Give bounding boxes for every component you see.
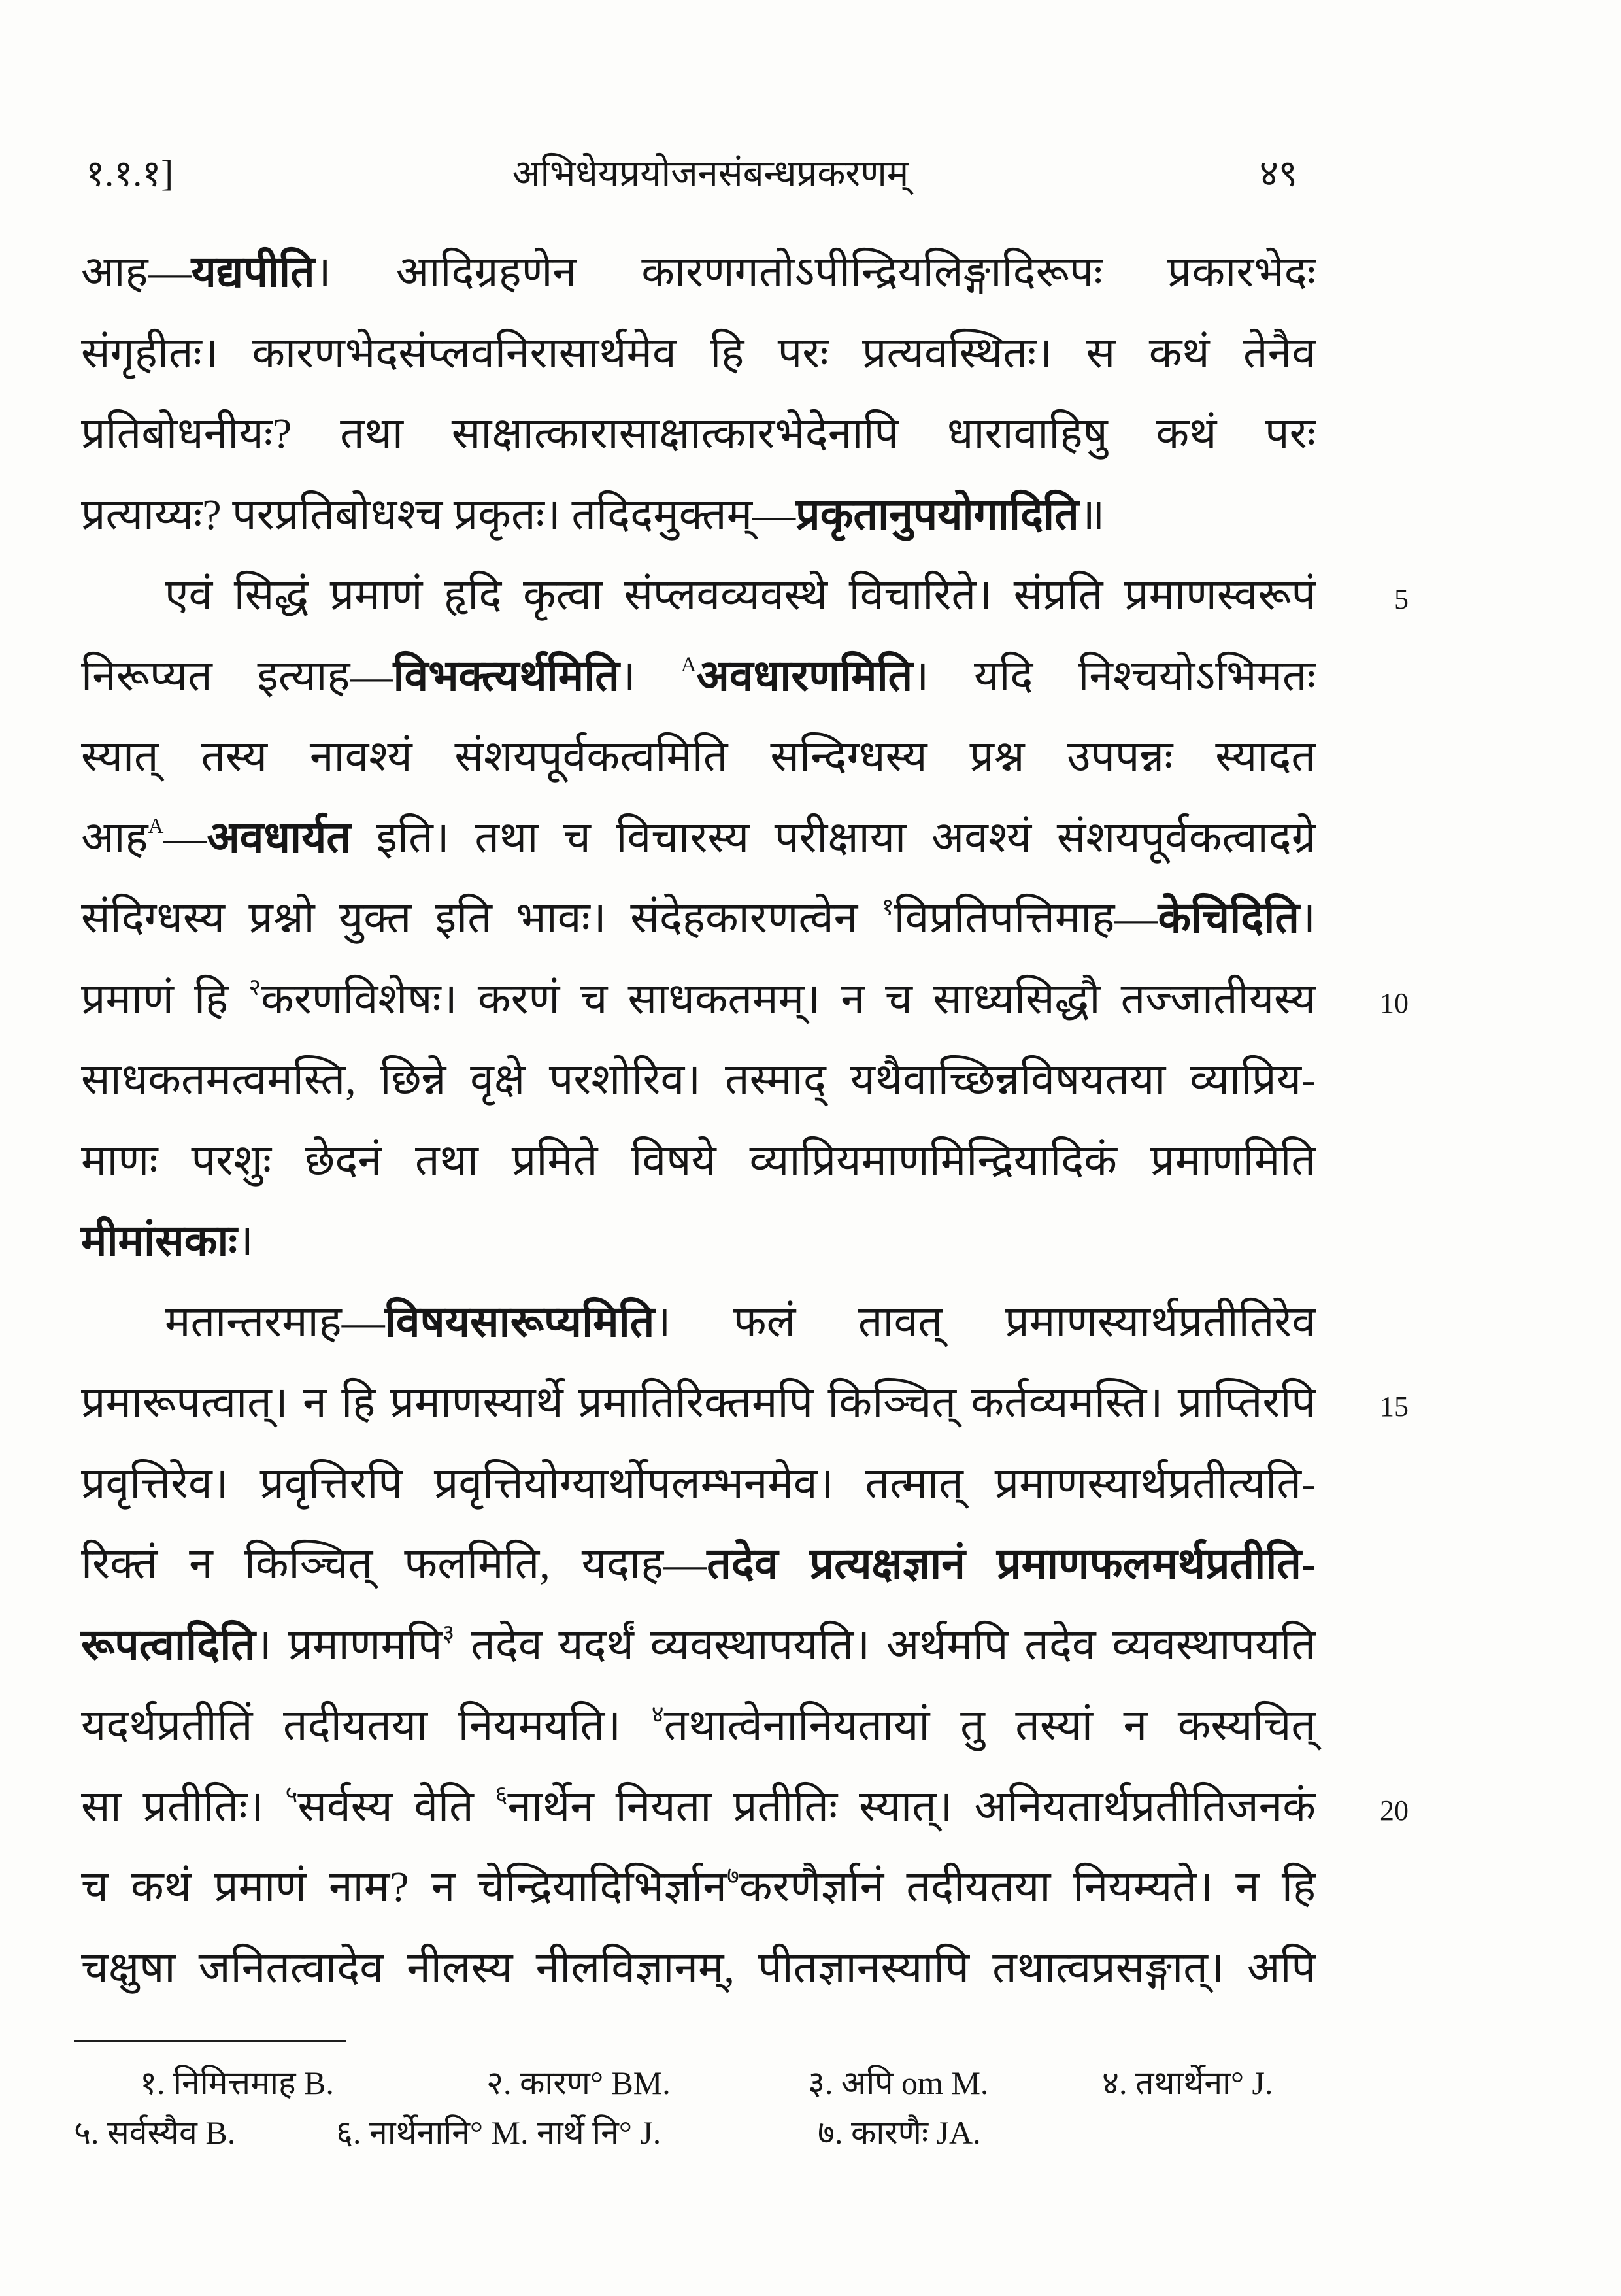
text-segment: एवं सिद्धं प्रमाणं हृदि कृत्वा संप्लवव्यवस्थे विचारिते। संप्रति प्रमाणस्वरूपं xyxy=(165,571,1316,619)
lemma-quote: प्रकृतानुपयोगादिति xyxy=(795,490,1079,539)
text-line xyxy=(81,475,1316,556)
text-line xyxy=(81,232,1316,313)
line-number: 15 xyxy=(1380,1391,1409,1423)
text-line xyxy=(81,1282,1316,1363)
line-text xyxy=(81,717,1316,798)
text-segment: तथात्वेनानियतायां तु तस्यां न कस्यचित् xyxy=(663,1702,1316,1749)
lemma-quote: केचिदिति xyxy=(1158,894,1299,942)
text-segment: — xyxy=(163,813,207,862)
text-line xyxy=(81,555,1409,636)
line-text xyxy=(81,636,1316,717)
text-segment: संगृहीतः। कारणभेदसंप्लवनिरासार्थमेव हि परः प्रत्यवस्थितः। स कथं तेनैव xyxy=(81,329,1316,377)
line-text xyxy=(81,394,1316,475)
text-segment: । xyxy=(1299,894,1316,942)
line-text xyxy=(165,555,1316,636)
text-segment: नार्थेन नियता प्रतीतिः स्यात्। अनियतार्थप्रतीतिजनकं xyxy=(507,1782,1316,1831)
manuscript-marker: A xyxy=(148,815,164,839)
line-text xyxy=(81,1766,1316,1848)
text-segment: ॥ xyxy=(1078,490,1105,539)
text-segment: यदर्थप्रतीतिं तदीयतया नियमयति। xyxy=(81,1702,652,1749)
text-segment: । xyxy=(237,1217,254,1265)
text-line xyxy=(81,1362,1409,1443)
line-text xyxy=(81,1362,1316,1443)
text-segment: । प्रमाणमपि xyxy=(255,1621,443,1669)
text-segment: तदेव यदर्थं व्यवस्थापयति। अर्थमपि तदेव व्यवस्थापयति xyxy=(454,1621,1316,1669)
text-segment: आह— xyxy=(81,248,192,296)
page-number: ४९ xyxy=(1259,154,1297,194)
text-segment: प्रवृत्तिरेव। प्रवृत्तिरपि प्रवृत्तियोग्यार्थोपलम्भनमेव। तत्मात् प्रमाणस्यार्थप्रतीत्यति- xyxy=(81,1459,1316,1508)
footnote-marker: ७ xyxy=(726,1862,739,1889)
text-segment: स्यात् तस्य नावश्यं संशयपूर्वकत्वमिति सन्दिग्धस्य प्रश्न उपपन्नः स्यादत xyxy=(81,733,1316,781)
manuscript-marker: A xyxy=(680,653,697,677)
text-segment: आह xyxy=(81,813,148,862)
lemma-quote: यद्यपीति xyxy=(191,248,315,296)
lemma-quote: विभक्त्यर्थमिति xyxy=(393,652,620,700)
text-line xyxy=(81,1685,1316,1766)
text-segment: प्रमारूपत्वात्। न हि प्रमाणस्यार्थे प्रमातिरिक्तमपि किञ्चित् कर्तव्यमस्ति। प्राप्तिरपि xyxy=(81,1379,1316,1427)
text-segment: प्रतिबोधनीयः? तथा साक्षात्कारासाक्षात्कारभेदेनापि धारावाहिषु कथं परः xyxy=(81,410,1316,458)
text-line xyxy=(81,1443,1316,1525)
lemma-quote: तदेव प्रत्यक्षज्ञानं प्रमाणफलमर्थप्रतीति- xyxy=(707,1540,1316,1588)
running-title: अभिधेयप्रयोजनसंबन्धप्रकरणम् xyxy=(512,154,909,194)
footnote-1: १. निमित्तमाह B. xyxy=(140,2065,334,2101)
line-text xyxy=(81,313,1316,394)
line-text xyxy=(81,1928,1316,2009)
text-line xyxy=(81,1039,1316,1121)
footnote-marker: ५ xyxy=(285,1781,298,1808)
text-line xyxy=(81,1928,1316,2009)
text-line xyxy=(81,394,1316,475)
lemma-quote: अवधार्यत xyxy=(207,813,352,862)
text-line xyxy=(81,717,1316,798)
text-segment: च कथं प्रमाणं नाम? न चेन्द्रियादिभिर्ज्ञान xyxy=(81,1863,727,1911)
line-number: 20 xyxy=(1380,1794,1409,1827)
text-segment: संदिग्धस्य प्रश्नो युक्त इति भावः। संदेहकारणत्वेन xyxy=(81,894,882,942)
footnote-marker: ३ xyxy=(442,1620,455,1647)
line-text xyxy=(81,1524,1316,1605)
text-line xyxy=(81,878,1316,959)
text-segment: सर्वस्य वेति xyxy=(297,1782,495,1831)
footnote-2: २. कारण° BM. xyxy=(486,2065,671,2101)
line-text xyxy=(81,1605,1316,1686)
line-text xyxy=(81,959,1316,1040)
text-line xyxy=(81,313,1316,394)
text-segment: विप्रतिपत्तिमाह— xyxy=(894,894,1158,942)
footnote-5: ५. सर्वस्यैव B. xyxy=(74,2114,236,2151)
line-number: 5 xyxy=(1394,583,1409,615)
line-text xyxy=(81,1443,1316,1525)
footnote-marker: ४ xyxy=(651,1700,664,1727)
footnote-rule xyxy=(74,2040,346,2042)
lemma-quote: विषयसारूप्यमिति xyxy=(384,1298,655,1346)
line-text xyxy=(81,1121,1316,1202)
text-segment: करणैर्ज्ञानं तदीयतया नियम्यते। न हि xyxy=(739,1863,1316,1911)
footnote-marker: १ xyxy=(881,893,894,920)
text-segment: । आदिग्रहणेन कारणगतोऽपीन्द्रियलिङ्गादिरूपः प्रकारभेदः xyxy=(314,248,1316,296)
text-segment: । यदि निश्चयोऽभिमतः xyxy=(912,652,1316,700)
line-text xyxy=(165,1282,1316,1363)
line-text xyxy=(81,878,1316,959)
text-line xyxy=(81,1121,1316,1202)
text-line xyxy=(81,1524,1316,1605)
footnote-7: ७. कारणैः JA. xyxy=(818,2114,981,2151)
text-line xyxy=(81,1847,1316,1928)
text-segment: प्रमाणं हि xyxy=(81,975,249,1023)
text-line xyxy=(81,798,1316,879)
lemma-quote: मीमांसकाः xyxy=(81,1217,237,1265)
footnote-marker: ६ xyxy=(495,1781,508,1808)
line-text xyxy=(81,1039,1316,1121)
text-line xyxy=(81,1201,1316,1282)
section-reference: १.१.१] xyxy=(86,154,174,194)
text-segment: । xyxy=(619,652,681,700)
line-text xyxy=(81,475,1105,556)
text-segment: प्रत्याय्यः? परप्रतिबोधश्च प्रकृतः। तदिदमुक्तम्— xyxy=(81,490,796,539)
text-line xyxy=(81,1766,1409,1848)
text-line xyxy=(81,636,1316,717)
text-segment: इति। तथा च विचारस्य परीक्षाया अवश्यं संशयपूर्वकत्वादग्रे xyxy=(351,813,1316,862)
footnote-6: ६. नार्थेनानि° M. नार्थे नि° J. xyxy=(336,2114,661,2151)
lemma-quote: रूपत्वादिति xyxy=(81,1621,256,1669)
text-segment: निरूप्यत इत्याह— xyxy=(81,652,393,700)
text-segment: चक्षुषा जनितत्वादेव नीलस्य नीलविज्ञानम्, पीतज्ञानस्यापि तथात्वप्रसङ्गात्। अपि xyxy=(81,1944,1316,1992)
text-segment: सा प्रतीतिः। xyxy=(81,1782,286,1831)
text-segment: रिक्तं न किञ्चित् फलमिति, यदाह— xyxy=(81,1540,707,1588)
commentary-text xyxy=(81,232,1409,2008)
footnote-3: ३. अपि om M. xyxy=(808,2065,989,2101)
lemma-quote: अवधारणमिति xyxy=(696,652,913,700)
text-segment: माणः परशुः छेदनं तथा प्रमिते विषये व्याप्रियमाणमिन्द्रियादिकं प्रमाणमिति xyxy=(81,1136,1316,1185)
text-line xyxy=(81,1605,1316,1686)
text-segment: मतान्तरमाह— xyxy=(165,1298,385,1346)
footnote-4: ४. तथार्थेना° J. xyxy=(1102,2065,1273,2101)
line-text xyxy=(81,232,1316,313)
text-segment: । फलं तावत् प्रमाणस्यार्थप्रतीतिरेव xyxy=(654,1298,1316,1346)
line-text xyxy=(81,798,1316,879)
line-number: 10 xyxy=(1380,987,1409,1019)
text-line xyxy=(81,959,1409,1040)
footnote-marker: २ xyxy=(248,974,261,1001)
line-text xyxy=(81,1201,254,1282)
line-text xyxy=(81,1847,1316,1928)
text-segment: साधकतमत्वमस्ति, छिन्ने वृक्षे परशोरिव। तस्माद् यथैवाच्छिन्नविषयतया व्याप्रिय- xyxy=(81,1056,1316,1104)
line-text xyxy=(81,1685,1316,1766)
text-segment: करणविशेषः। करणं च साधकतमम्। न च साध्यसिद्धौ तज्जातीयस्य xyxy=(261,975,1316,1023)
